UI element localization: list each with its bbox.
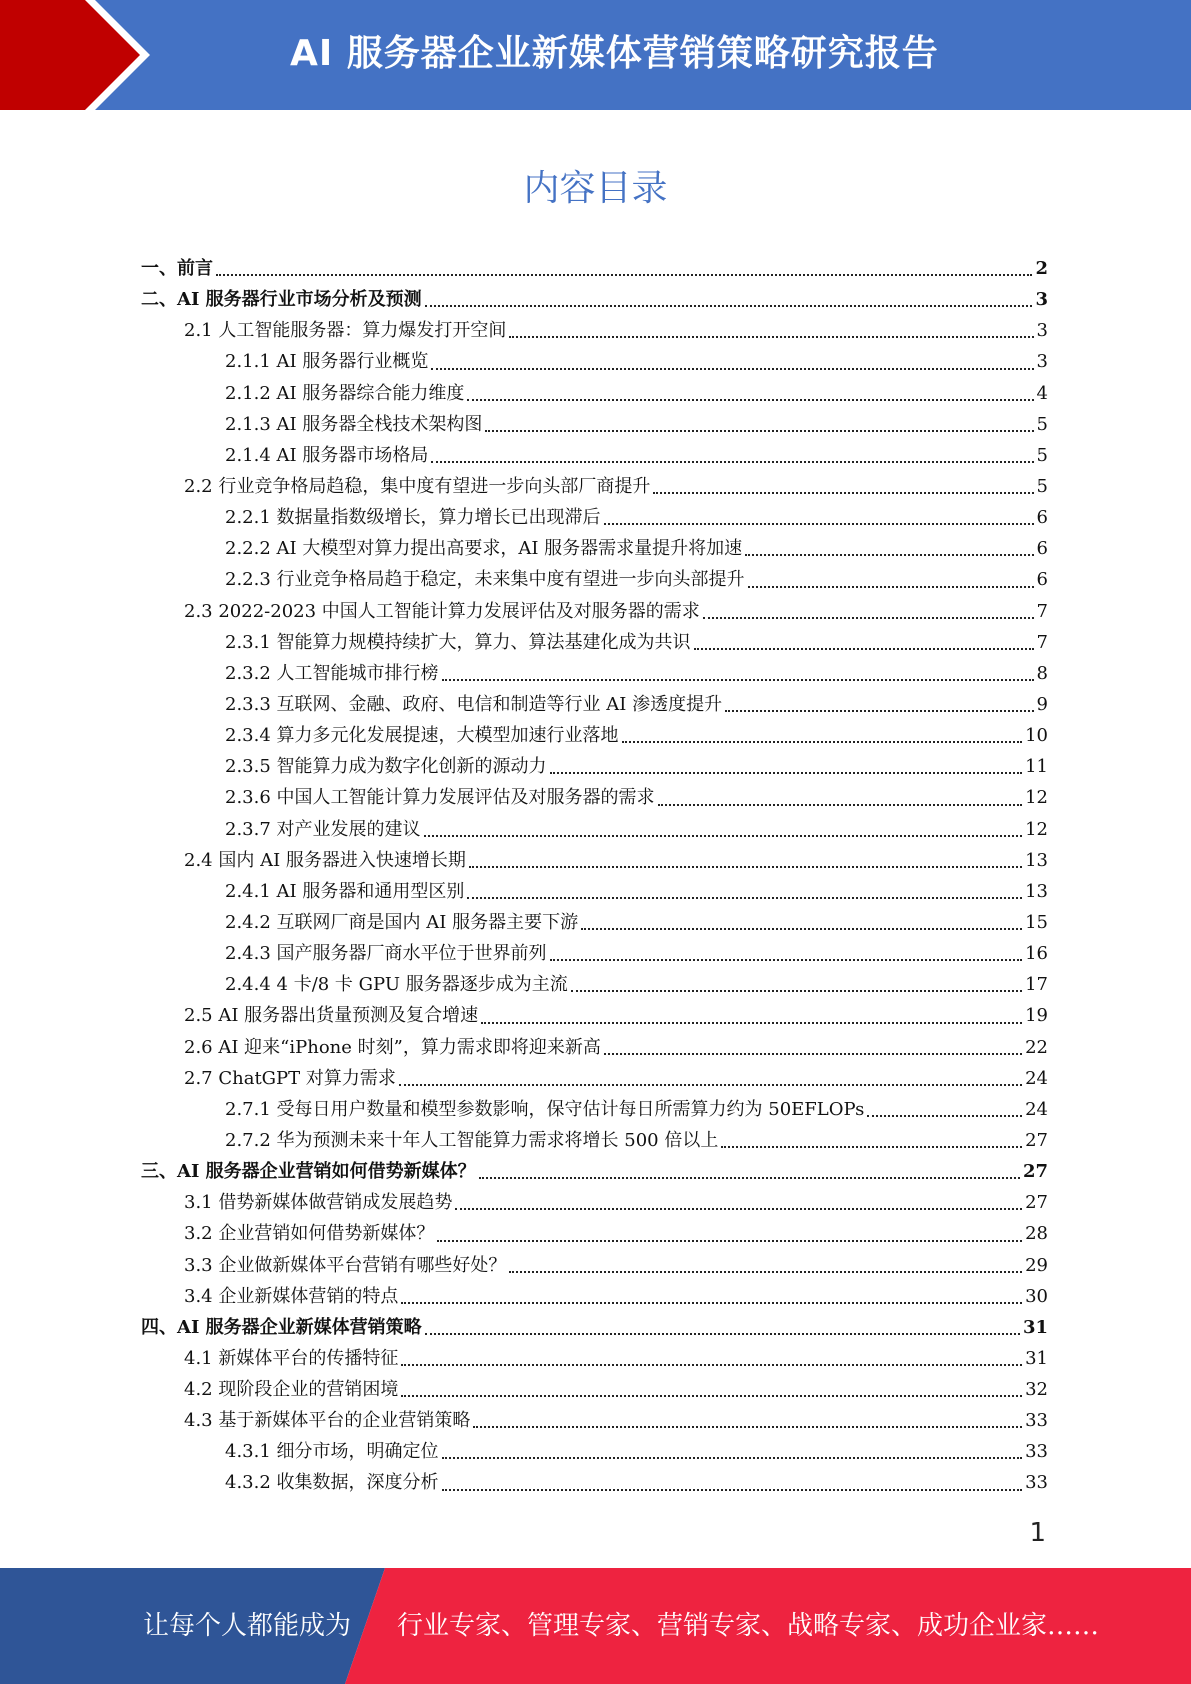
toc-entry-page: 31 (1022, 1316, 1048, 1338)
dot-leader (467, 896, 1022, 899)
toc-entry-title: 2.6 AI 迎来“iPhone 时刻”，算力需求即将迎来新高 (184, 1036, 601, 1058)
footer-slogan-right: 行业专家、管理专家、营销专家、战略专家、成功企业家…… (397, 1611, 1100, 1641)
toc-entry-title: 三、AI 服务器企业营销如何借势新媒体？ (141, 1161, 476, 1183)
toc-entry-title: 3.3 企业做新媒体平台营销有哪些好处？ (184, 1254, 507, 1276)
toc-entry-title: 2.3.4 算力多元化发展提速，大模型加速行业落地 (225, 725, 619, 747)
toc-entry-page: 12 (1025, 787, 1048, 809)
toc-entry[interactable] (141, 1156, 1048, 1187)
header-banner (0, 0, 1191, 110)
toc-entry-title: 2.3 2022-2023 中国人工智能计算力发展评估及对服务器的需求 (184, 600, 700, 622)
toc-entry[interactable] (141, 596, 1048, 627)
dot-leader (604, 522, 1034, 525)
toc-entry[interactable] (141, 440, 1048, 471)
dot-leader (550, 771, 1023, 774)
toc-entry[interactable] (141, 1436, 1048, 1467)
toc-entry[interactable] (141, 814, 1048, 845)
dot-leader (431, 460, 1033, 463)
toc-entry-title: 4.2 现阶段企业的营销困境 (184, 1379, 399, 1401)
toc-entry[interactable] (141, 1125, 1048, 1156)
toc-entry[interactable] (141, 969, 1048, 1000)
toc-entry-page: 32 (1025, 1379, 1048, 1401)
toc-entry[interactable] (141, 1343, 1048, 1374)
toc-entry-title: 2.4.3 国产服务器厂商水平位于世界前列 (225, 943, 547, 965)
dot-leader (581, 927, 1022, 930)
toc-entry-page: 33 (1025, 1410, 1048, 1432)
toc-entry[interactable] (141, 1063, 1048, 1094)
toc-entry[interactable] (141, 1374, 1048, 1405)
toc-entry-title: 4.3.1 细分市场，明确定位 (225, 1441, 439, 1463)
toc-entry-title: 2.4 国内 AI 服务器进入快速增长期 (184, 849, 466, 871)
toc-entry-page: 6 (1036, 507, 1048, 529)
toc-entry-page: 10 (1025, 725, 1048, 747)
toc-entry[interactable] (141, 253, 1048, 284)
toc-entry-title: 4.1 新媒体平台的传播特征 (184, 1347, 399, 1369)
toc-entry-page: 13 (1025, 880, 1048, 902)
toc-entry-page: 28 (1025, 1223, 1048, 1245)
toc-entry-title: 2.2.3 行业竞争格局趋于稳定，未来集中度有望进一步向头部提升 (225, 569, 745, 591)
dot-leader (550, 958, 1023, 961)
toc-entry[interactable] (141, 409, 1048, 440)
dot-leader (473, 1425, 1022, 1428)
toc-entry-page: 16 (1025, 943, 1048, 965)
toc-entry-page: 24 (1025, 1098, 1048, 1120)
toc-entry-title: 2.2.1 数据量指数级增长，算力增长已出现滞后 (225, 507, 601, 529)
toc-entry-page: 31 (1025, 1347, 1048, 1369)
dot-leader (479, 1176, 1020, 1179)
toc-entry-title: 2.7 ChatGPT 对算力需求 (184, 1067, 396, 1089)
toc-entry-page: 5 (1036, 475, 1048, 497)
header-arrow-graphic (0, 0, 300, 110)
toc-entry-title: 2.2 行业竞争格局趋稳，集中度有望进一步向头部厂商提升 (184, 475, 651, 497)
toc-entry-title: 2.1 人工智能服务器：算力爆发打开空间 (184, 320, 507, 342)
dot-leader (658, 803, 1023, 806)
toc-entry-page: 13 (1025, 849, 1048, 871)
toc-entry[interactable] (141, 564, 1048, 595)
toc-entry-title: 2.1.1 AI 服务器行业概览 (225, 351, 429, 373)
toc-entry-title: 2.3.5 智能算力成为数字化创新的源动力 (225, 756, 547, 778)
toc-entry-page: 5 (1036, 413, 1048, 435)
toc-entry-page: 9 (1036, 693, 1048, 715)
toc-entry-title: 2.4.1 AI 服务器和通用型区别 (225, 880, 465, 902)
toc-entry[interactable] (141, 346, 1048, 377)
footer-slogan-left: 让每个人都能成为 (143, 1611, 352, 1641)
toc-entry-page: 3 (1035, 289, 1048, 311)
dot-leader (467, 398, 1033, 401)
toc-entry-title: 2.3.3 互联网、金融、政府、电信和制造等行业 AI 渗透度提升 (225, 693, 723, 715)
toc-entry[interactable] (141, 1467, 1048, 1498)
dot-leader (442, 1488, 1023, 1491)
toc-entry[interactable] (141, 1000, 1048, 1031)
toc-entry-page: 19 (1025, 1005, 1048, 1027)
dot-leader (509, 335, 1033, 338)
dot-leader (604, 1052, 1022, 1055)
toc-entry-title: 2.1.2 AI 服务器综合能力维度 (225, 382, 465, 404)
dot-leader (216, 273, 1032, 276)
toc-entry-title: 2.1.3 AI 服务器全栈技术架构图 (225, 413, 483, 435)
dot-leader (703, 616, 1034, 619)
toc-entry-title: 2.2.2 AI 大模型对算力提出高要求，AI 服务器需求量提升将加速 (225, 538, 743, 560)
dot-leader (401, 1363, 1022, 1366)
dot-leader (509, 1270, 1022, 1273)
toc-entry[interactable] (141, 1032, 1048, 1063)
dot-leader (469, 865, 1022, 868)
toc-entry-page: 5 (1036, 444, 1048, 466)
toc-entry[interactable] (141, 720, 1048, 751)
toc-entry-page: 3 (1036, 320, 1048, 342)
toc-entry-title: 四、AI 服务器企业新媒体营销策略 (141, 1316, 422, 1338)
toc-entry-page: 12 (1025, 818, 1048, 840)
toc-entry-page: 3 (1036, 351, 1048, 373)
toc-entry[interactable] (141, 533, 1048, 564)
toc-entry-page: 30 (1025, 1285, 1048, 1307)
dot-leader (431, 367, 1033, 370)
red-arrow-shape (0, 0, 140, 110)
toc-entry[interactable] (141, 845, 1048, 876)
dot-leader (455, 1207, 1022, 1210)
toc-entry-title: 3.2 企业营销如何借势新媒体？ (184, 1223, 435, 1245)
toc-entry-page: 2 (1035, 258, 1048, 279)
toc-entry[interactable] (141, 876, 1048, 907)
dot-leader (401, 1301, 1022, 1304)
dot-leader (399, 1083, 1022, 1086)
toc-entry[interactable] (141, 627, 1048, 658)
toc-entry-page: 24 (1025, 1067, 1048, 1089)
toc-entry[interactable] (141, 689, 1048, 720)
table-of-contents (141, 253, 1048, 1499)
dot-leader (442, 1456, 1023, 1459)
dot-leader (424, 834, 1023, 837)
toc-entry-title: 2.3.6 中国人工智能计算力发展评估及对服务器的需求 (225, 787, 655, 809)
toc-entry-title: 2.7.2 华为预测未来十年人工智能算力需求将增长 500 倍以上 (225, 1129, 719, 1151)
toc-entry-page: 7 (1036, 631, 1048, 653)
toc-entry[interactable] (141, 315, 1048, 346)
toc-entry-page: 27 (1022, 1161, 1048, 1183)
toc-entry-title: 2.3.7 对产业发展的建议 (225, 818, 421, 840)
toc-entry-title: 2.3.1 智能算力规模持续扩大，算力、算法基建化成为共识 (225, 631, 691, 653)
toc-entry-title: 2.4.2 互联网厂商是国内 AI 服务器主要下游 (225, 911, 579, 933)
toc-entry-title: 3.1 借势新媒体做营销成发展趋势 (184, 1192, 453, 1214)
toc-entry[interactable] (141, 782, 1048, 813)
toc-entry-title: 3.4 企业新媒体营销的特点 (184, 1285, 399, 1307)
toc-entry-page: 27 (1025, 1192, 1048, 1214)
toc-entry-title: 2.1.4 AI 服务器市场格局 (225, 444, 429, 466)
toc-entry[interactable] (141, 502, 1048, 533)
dot-leader (571, 989, 1022, 992)
toc-entry[interactable] (141, 471, 1048, 502)
dot-leader (721, 1145, 1022, 1148)
toc-entry-page: 11 (1025, 756, 1048, 778)
toc-entry-title: 一、前言 (141, 258, 213, 279)
toc-entry-page: 7 (1036, 600, 1048, 622)
dot-leader (745, 553, 1033, 556)
toc-heading: 内容目录 (523, 168, 668, 209)
page-number: 1 (1029, 1518, 1046, 1548)
toc-entry-title: 2.3.2 人工智能城市排行榜 (225, 662, 439, 684)
dot-leader (653, 491, 1033, 494)
toc-entry-title: 二、AI 服务器行业市场分析及预测 (141, 289, 422, 311)
dot-leader (867, 1114, 1022, 1117)
toc-entry-title: 2.7.1 受每日用户数量和模型参数影响，保守估计每日所需算力约为 50EFLOPs (225, 1098, 865, 1120)
toc-entry[interactable] (141, 751, 1048, 782)
dot-leader (622, 740, 1023, 743)
toc-entry-title: 2.4.4 4 卡/8 卡 GPU 服务器逐步成为主流 (225, 974, 568, 996)
dot-leader (425, 1332, 1020, 1335)
toc-entry[interactable] (141, 658, 1048, 689)
toc-entry-page: 27 (1025, 1129, 1048, 1151)
toc-entry[interactable] (141, 284, 1048, 315)
toc-entry[interactable] (141, 1405, 1048, 1436)
toc-entry-title: 4.3.2 收集数据，深度分析 (225, 1472, 439, 1494)
toc-entry[interactable] (141, 938, 1048, 969)
toc-entry[interactable] (141, 907, 1048, 938)
toc-entry[interactable] (141, 1187, 1048, 1218)
toc-entry-page: 4 (1036, 382, 1048, 404)
toc-entry[interactable] (141, 1094, 1048, 1125)
dot-leader (485, 429, 1033, 432)
dot-leader (481, 1021, 1022, 1024)
dot-leader (401, 1394, 1022, 1397)
toc-entry-page: 8 (1036, 662, 1048, 684)
toc-entry[interactable] (141, 1250, 1048, 1281)
toc-entry-page: 33 (1025, 1441, 1048, 1463)
toc-entry[interactable] (141, 1218, 1048, 1249)
dot-leader (725, 709, 1033, 712)
toc-entry-page: 33 (1025, 1472, 1048, 1494)
dot-leader (425, 304, 1033, 307)
dot-leader (748, 585, 1034, 588)
toc-entry-page: 15 (1025, 911, 1048, 933)
toc-entry-page: 17 (1025, 974, 1048, 996)
toc-entry[interactable] (141, 1281, 1048, 1312)
dot-leader (694, 647, 1034, 650)
toc-entry-page: 29 (1025, 1254, 1048, 1276)
toc-entry-page: 6 (1036, 538, 1048, 560)
toc-entry-title: 2.5 AI 服务器出货量预测及复合增速 (184, 1005, 479, 1027)
toc-entry-page: 22 (1025, 1036, 1048, 1058)
report-title: AI 服务器企业新媒体营销策略研究报告 (290, 33, 939, 74)
dot-leader (442, 678, 1034, 681)
toc-entry[interactable] (141, 1312, 1048, 1343)
toc-entry-page: 6 (1036, 569, 1048, 591)
toc-entry[interactable] (141, 378, 1048, 409)
dot-leader (437, 1239, 1022, 1242)
toc-entry-title: 4.3 基于新媒体平台的企业营销策略 (184, 1410, 471, 1432)
footer-banner (0, 1568, 1191, 1684)
